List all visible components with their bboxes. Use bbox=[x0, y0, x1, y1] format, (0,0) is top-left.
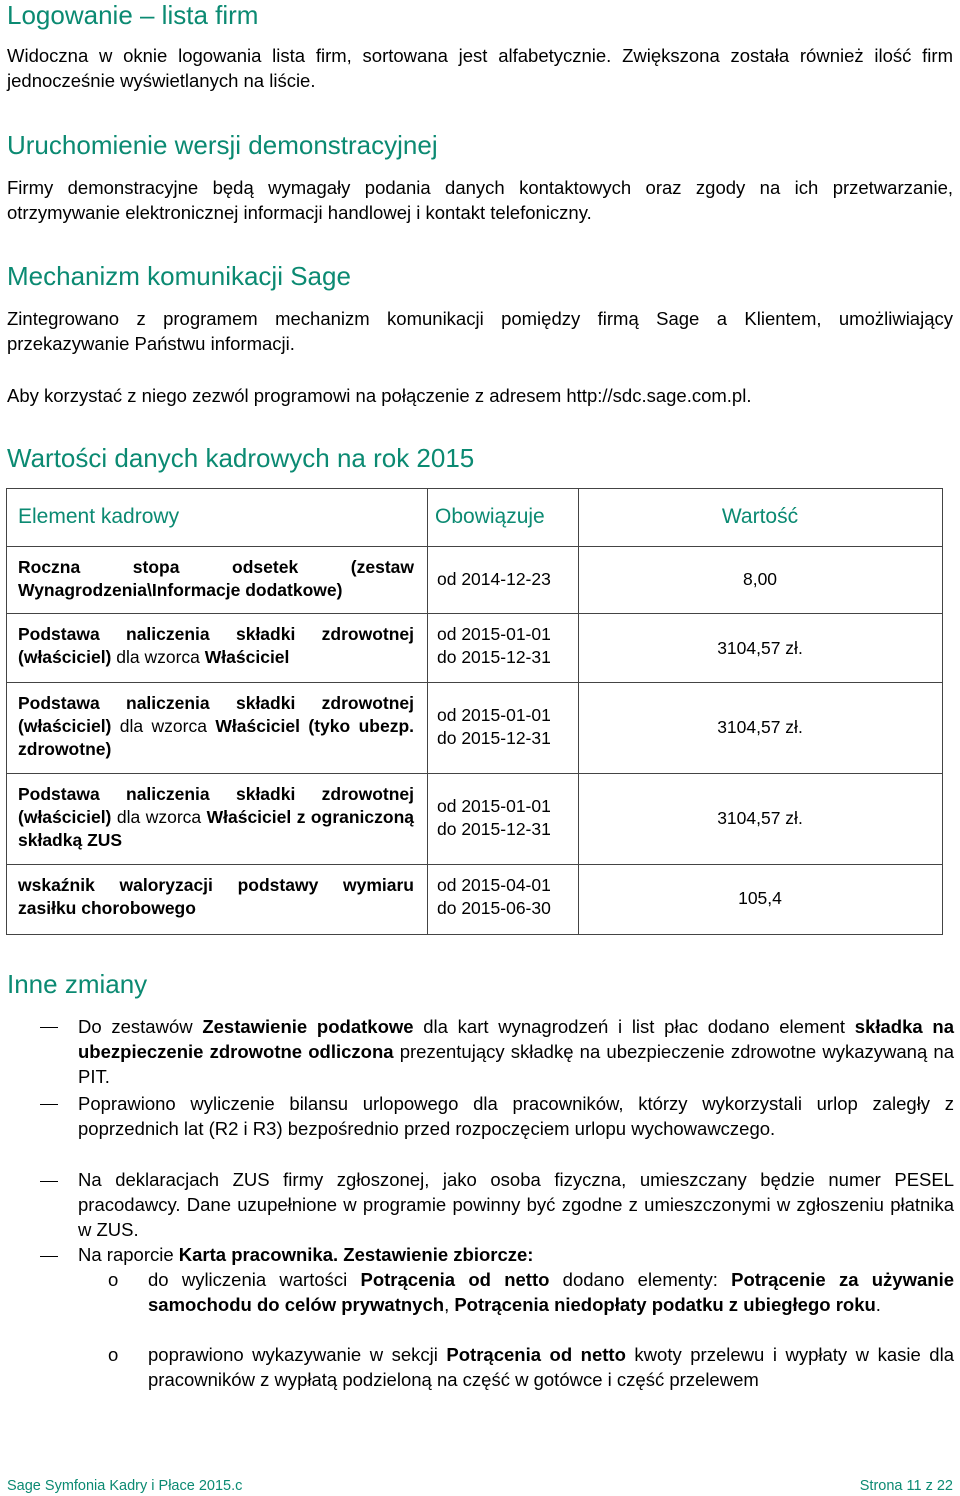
table-row-divider bbox=[7, 864, 942, 865]
table-row-element bbox=[18, 783, 414, 852]
list-item-bold: Potrącenie za używanie samochodu do celów prywatnych bbox=[148, 1269, 955, 1315]
valid-to: do 2015-12-31 bbox=[437, 728, 551, 748]
section-title-demo: Uruchomienie wersji demonstracyjnej bbox=[7, 130, 438, 160]
element-text: Podstawa naliczenia składki zdrowotnej (właściciel) bbox=[18, 784, 414, 827]
section-title-hr-values: Wartości danych kadrowych na rok 2015 bbox=[7, 443, 475, 473]
list-item-text: Poprawiono wyliczenie bilansu urlopowego dla pracowników, którzy wykorzystali urlop zaległy z poprzednich lat (R2 i R3) bezpośrednio przed rozpoczęciem urlopu wychowawczego. bbox=[78, 1093, 954, 1139]
sub-list-item bbox=[148, 1343, 954, 1393]
table-row-valid bbox=[437, 704, 577, 750]
list-item-text: prezentujący składkę na ubezpieczenie zdrowotne wykazywaną na PIT. bbox=[78, 1040, 954, 1087]
table-row-divider bbox=[7, 613, 942, 614]
table-row-value: 3104,57 zł. bbox=[717, 808, 803, 828]
bullet-dash bbox=[40, 1256, 58, 1257]
element-text: Podstawa naliczenia składki zdrowotnej (właściciel) bbox=[18, 693, 414, 736]
section-text-login: Widoczna w oknie logowania lista firm, sortowana jest alfabetycznie. Zwiększona została również ilość firm jednocześnie wyświetlanych na liście. bbox=[7, 45, 953, 91]
list-item bbox=[78, 1092, 954, 1142]
valid-to: do 2015-06-30 bbox=[437, 898, 551, 918]
table-header-value: Wartość bbox=[721, 505, 799, 528]
table-row-valid bbox=[437, 874, 577, 920]
valid-from: od 2015-01-01 bbox=[437, 624, 551, 644]
sub-list-item bbox=[148, 1268, 954, 1318]
list-item-text: dla kart wynagrodzeń i list płac dodano element bbox=[413, 1016, 855, 1037]
table-row-valid: od 2014-12-23 bbox=[437, 569, 551, 589]
list-item-bold: Zestawienie podatkowe bbox=[202, 1016, 414, 1037]
hr-values-table bbox=[6, 488, 943, 935]
table-row-element bbox=[18, 623, 414, 669]
table-header-element: Element kadrowy bbox=[18, 505, 180, 528]
table-row-element bbox=[18, 692, 414, 761]
element-text: Właściciel bbox=[204, 647, 290, 667]
sub-bullet-marker: o bbox=[108, 1269, 119, 1290]
bullet-dash bbox=[40, 1104, 58, 1105]
list-item-bold: Potrącenia niedopłaty podatku z ubiegłego roku bbox=[454, 1293, 876, 1315]
valid-to: do 2015-12-31 bbox=[437, 819, 551, 839]
element-text: Podstawa naliczenia składki zdrowotnej (właściciel) bbox=[18, 624, 414, 667]
element-text: dla wzorca bbox=[111, 807, 207, 827]
list-item-text: do wyliczenia wartości bbox=[148, 1269, 361, 1290]
list-item-text: poprawiono wykazywanie w sekcji bbox=[148, 1344, 447, 1365]
section-title-other-changes: Inne zmiany bbox=[7, 969, 148, 999]
element-text: Właściciel (tyko ubezp. zdrowotne) bbox=[18, 716, 414, 759]
bullet-dash bbox=[40, 1181, 58, 1182]
section-title-sage-communication: Mechanizm komunikacji Sage bbox=[7, 261, 351, 291]
list-item-text: . bbox=[875, 1293, 881, 1315]
section-title-login: Logowanie – lista firm bbox=[7, 0, 259, 30]
list-item-text: Na deklaracjach ZUS firmy zgłoszonej, jako osoba fizyczna, umieszczany będzie numer PESEL pracodawcy. Dane uzupełnione w programie powinny być zgodne z umieszczonymi w zgłoszeniu płatnika w ZUS. bbox=[78, 1169, 954, 1240]
element-text: Właściciel z ograniczoną składką ZUS bbox=[18, 807, 415, 850]
table-header-valid: Obowiązuje bbox=[435, 505, 545, 528]
list-item-bold: Karta pracownika. Zestawienie zbiorcze: bbox=[178, 1244, 534, 1265]
sub-bullet-marker: o bbox=[108, 1344, 119, 1365]
table-row-valid bbox=[437, 623, 577, 669]
footer-product-name: Sage Symfonia Kadry i Płace 2015.c bbox=[7, 1478, 243, 1494]
list-item-text: kwoty przelewu i wypłaty w kasie dla pracowników z wypłatą podzieloną na część w gotówce i część przelewem bbox=[148, 1344, 954, 1390]
list-item-text: Do zestawów bbox=[78, 1016, 203, 1037]
table-row-value: 3104,57 zł. bbox=[717, 717, 803, 737]
list-item-bold: składka na ubezpieczenie zdrowotne odliczona bbox=[78, 1016, 954, 1062]
table-col-divider bbox=[427, 489, 428, 934]
valid-to: do 2015-12-31 bbox=[437, 647, 551, 667]
list-item bbox=[78, 1015, 954, 1089]
list-item bbox=[78, 1243, 954, 1268]
table-row-element: wskaźnik waloryzacji podstawy wymiaru zasiłku chorobowego bbox=[18, 875, 414, 918]
table-row-element: Roczna stopa odsetek (zestaw Wynagrodzenia\Informacje dodatkowe) bbox=[18, 557, 414, 600]
valid-from: od 2015-01-01 bbox=[437, 705, 551, 725]
footer-page-number: Strona 11 z 22 bbox=[859, 1478, 953, 1494]
table-row-divider bbox=[7, 546, 942, 547]
list-item-text: Na raporcie bbox=[78, 1244, 179, 1265]
bullet-dash bbox=[40, 1027, 58, 1028]
section-text-sage-url: Aby korzystać z niego zezwól programowi na połączenie z adresem http://sdc.sage.com.pl. bbox=[7, 385, 752, 406]
list-item-text: , bbox=[444, 1293, 455, 1315]
list-item-bold: Potrącenia od netto bbox=[360, 1269, 550, 1290]
valid-from: od 2015-04-01 bbox=[437, 875, 551, 895]
table-row-value: 8,00 bbox=[742, 569, 778, 589]
list-item-bold: Potrącenia od netto bbox=[446, 1344, 626, 1365]
table-row-divider bbox=[7, 682, 942, 683]
table-row-value: 3104,57 zł. bbox=[717, 638, 803, 658]
element-text: dla wzorca bbox=[111, 647, 205, 667]
table-row-divider bbox=[7, 773, 942, 774]
table-col-divider bbox=[578, 489, 579, 934]
table-row-valid bbox=[437, 795, 577, 841]
element-text: dla wzorca bbox=[111, 716, 216, 736]
table-row-value: 105,4 bbox=[738, 888, 782, 908]
valid-from: od 2015-01-01 bbox=[437, 796, 551, 816]
list-item-text: dodano elementy: bbox=[549, 1269, 732, 1290]
section-text-demo: Firmy demonstracyjne będą wymagały podania danych kontaktowych oraz zgody na ich przetwarzanie, otrzymywanie elektronicznej informacji handlowej i kontakt telefoniczny. bbox=[7, 177, 953, 223]
section-text-sage-communication: Zintegrowano z programem mechanizm komunikacji pomiędzy firmą Sage a Klientem, umożliwiający przekazywanie Państwu informacji. bbox=[7, 308, 953, 354]
list-item bbox=[78, 1168, 954, 1242]
